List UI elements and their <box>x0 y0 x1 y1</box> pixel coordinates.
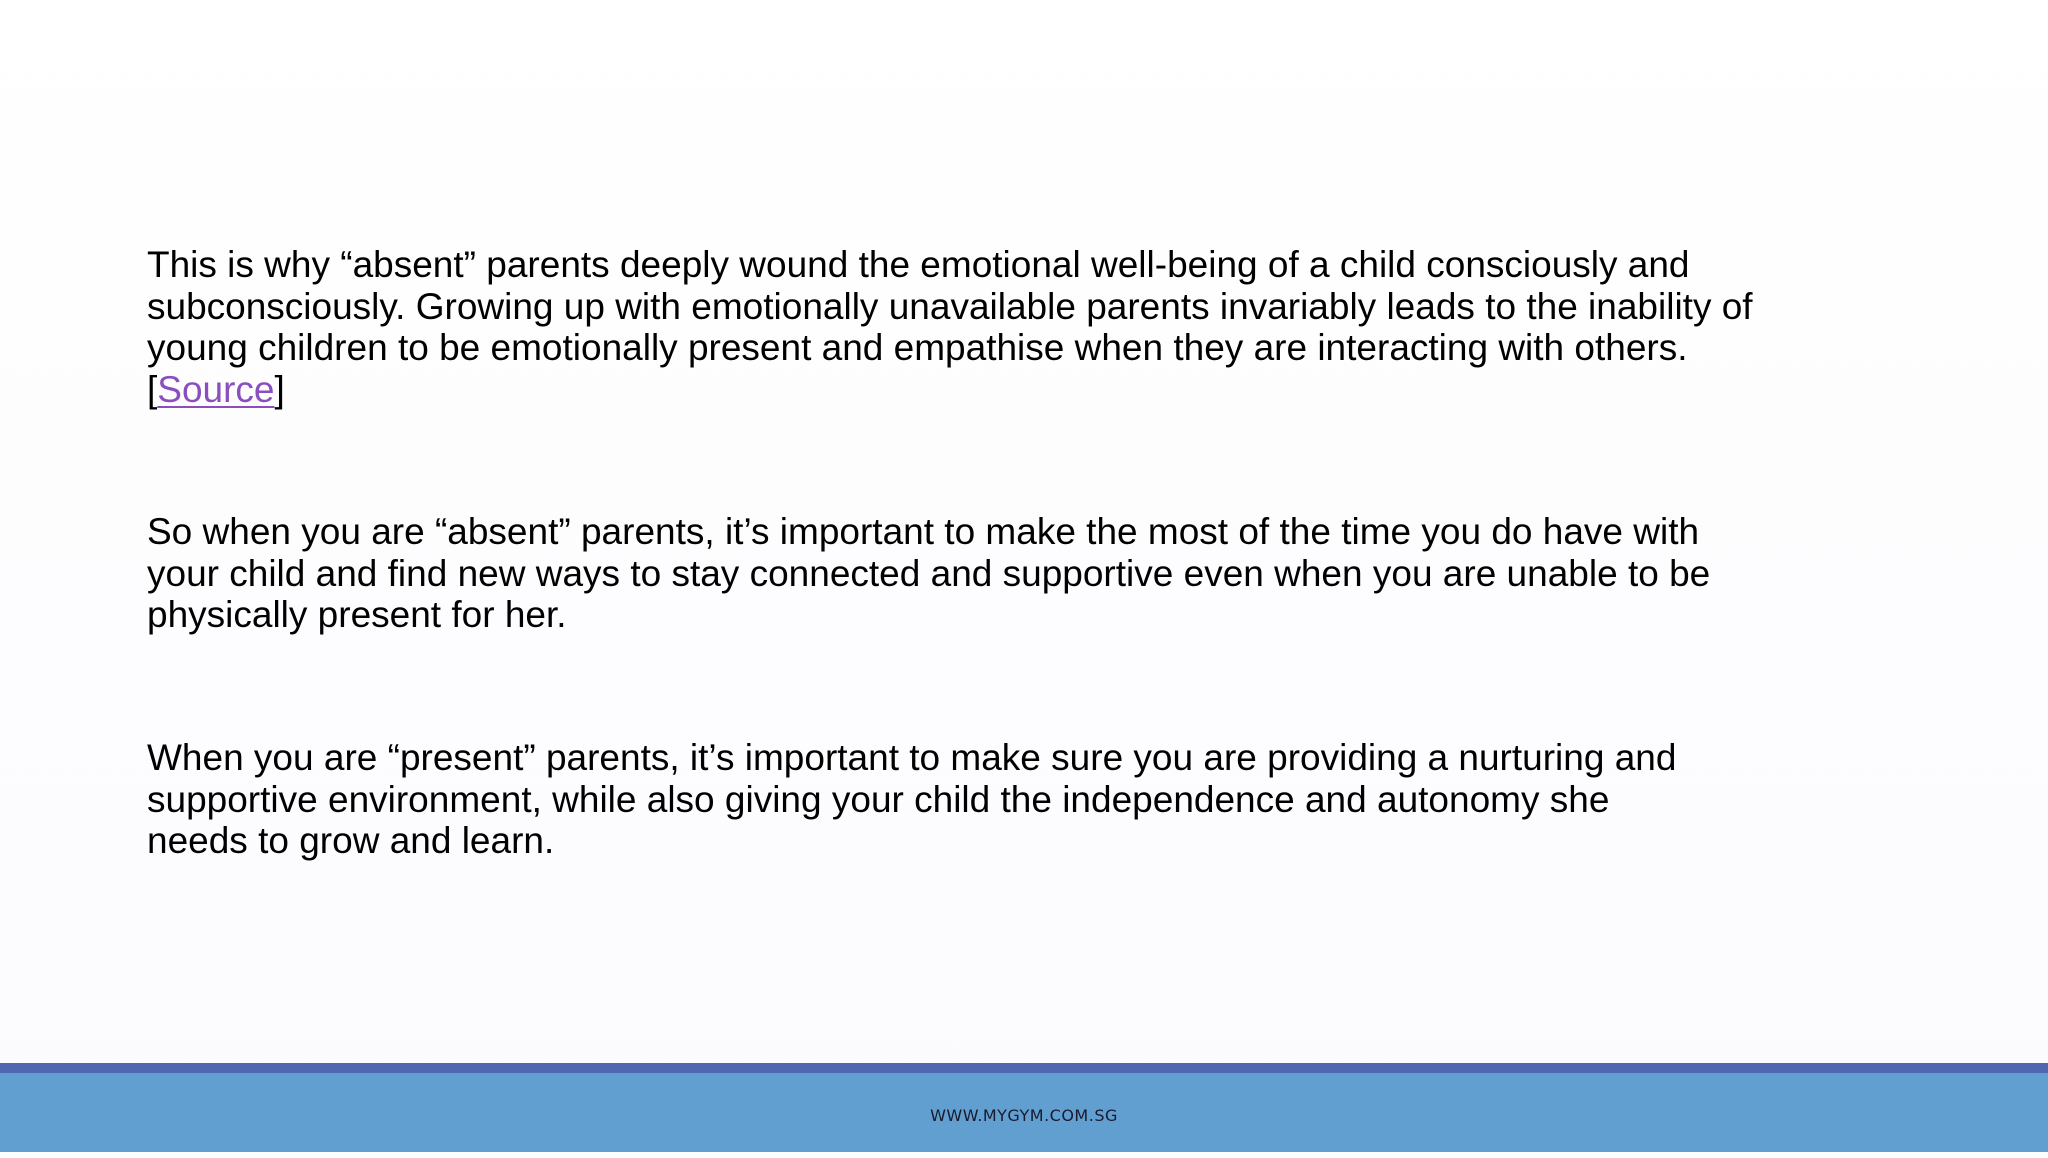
footer-website: WWW.MYGYM.COM.SG <box>930 1106 1118 1125</box>
paragraph-absent-parents-impact <box>147 244 1827 410</box>
paragraph-1-text: This is why “absent” parents deeply wound the emotional well-being of a child consciously and subconsciously. Growing up with emotionally unavailable parents invariably leads to the inability of young children to be emotionally present and empathise when they are interacting with others. <box>147 244 1753 368</box>
source-bracket-close: ] <box>274 368 285 410</box>
paragraph-present-parents-advice: When you are “present” parents, it’s important to make sure you are providing a nurturing and supportive environment, while also giving your child the independence and autonomy she needs to grow and learn. <box>147 737 1677 861</box>
footer-divider-line <box>0 1063 2048 1073</box>
footer-band <box>0 1073 2048 1152</box>
paragraph-absent-parents-advice: So when you are “absent” parents, it’s important to make the most of the time you do have with your child and find new ways to stay connected and supportive even when you are unable to be physically present for her. <box>147 511 1711 635</box>
source-bracket-open: [ <box>147 368 158 410</box>
source-link[interactable]: Source <box>157 368 275 410</box>
